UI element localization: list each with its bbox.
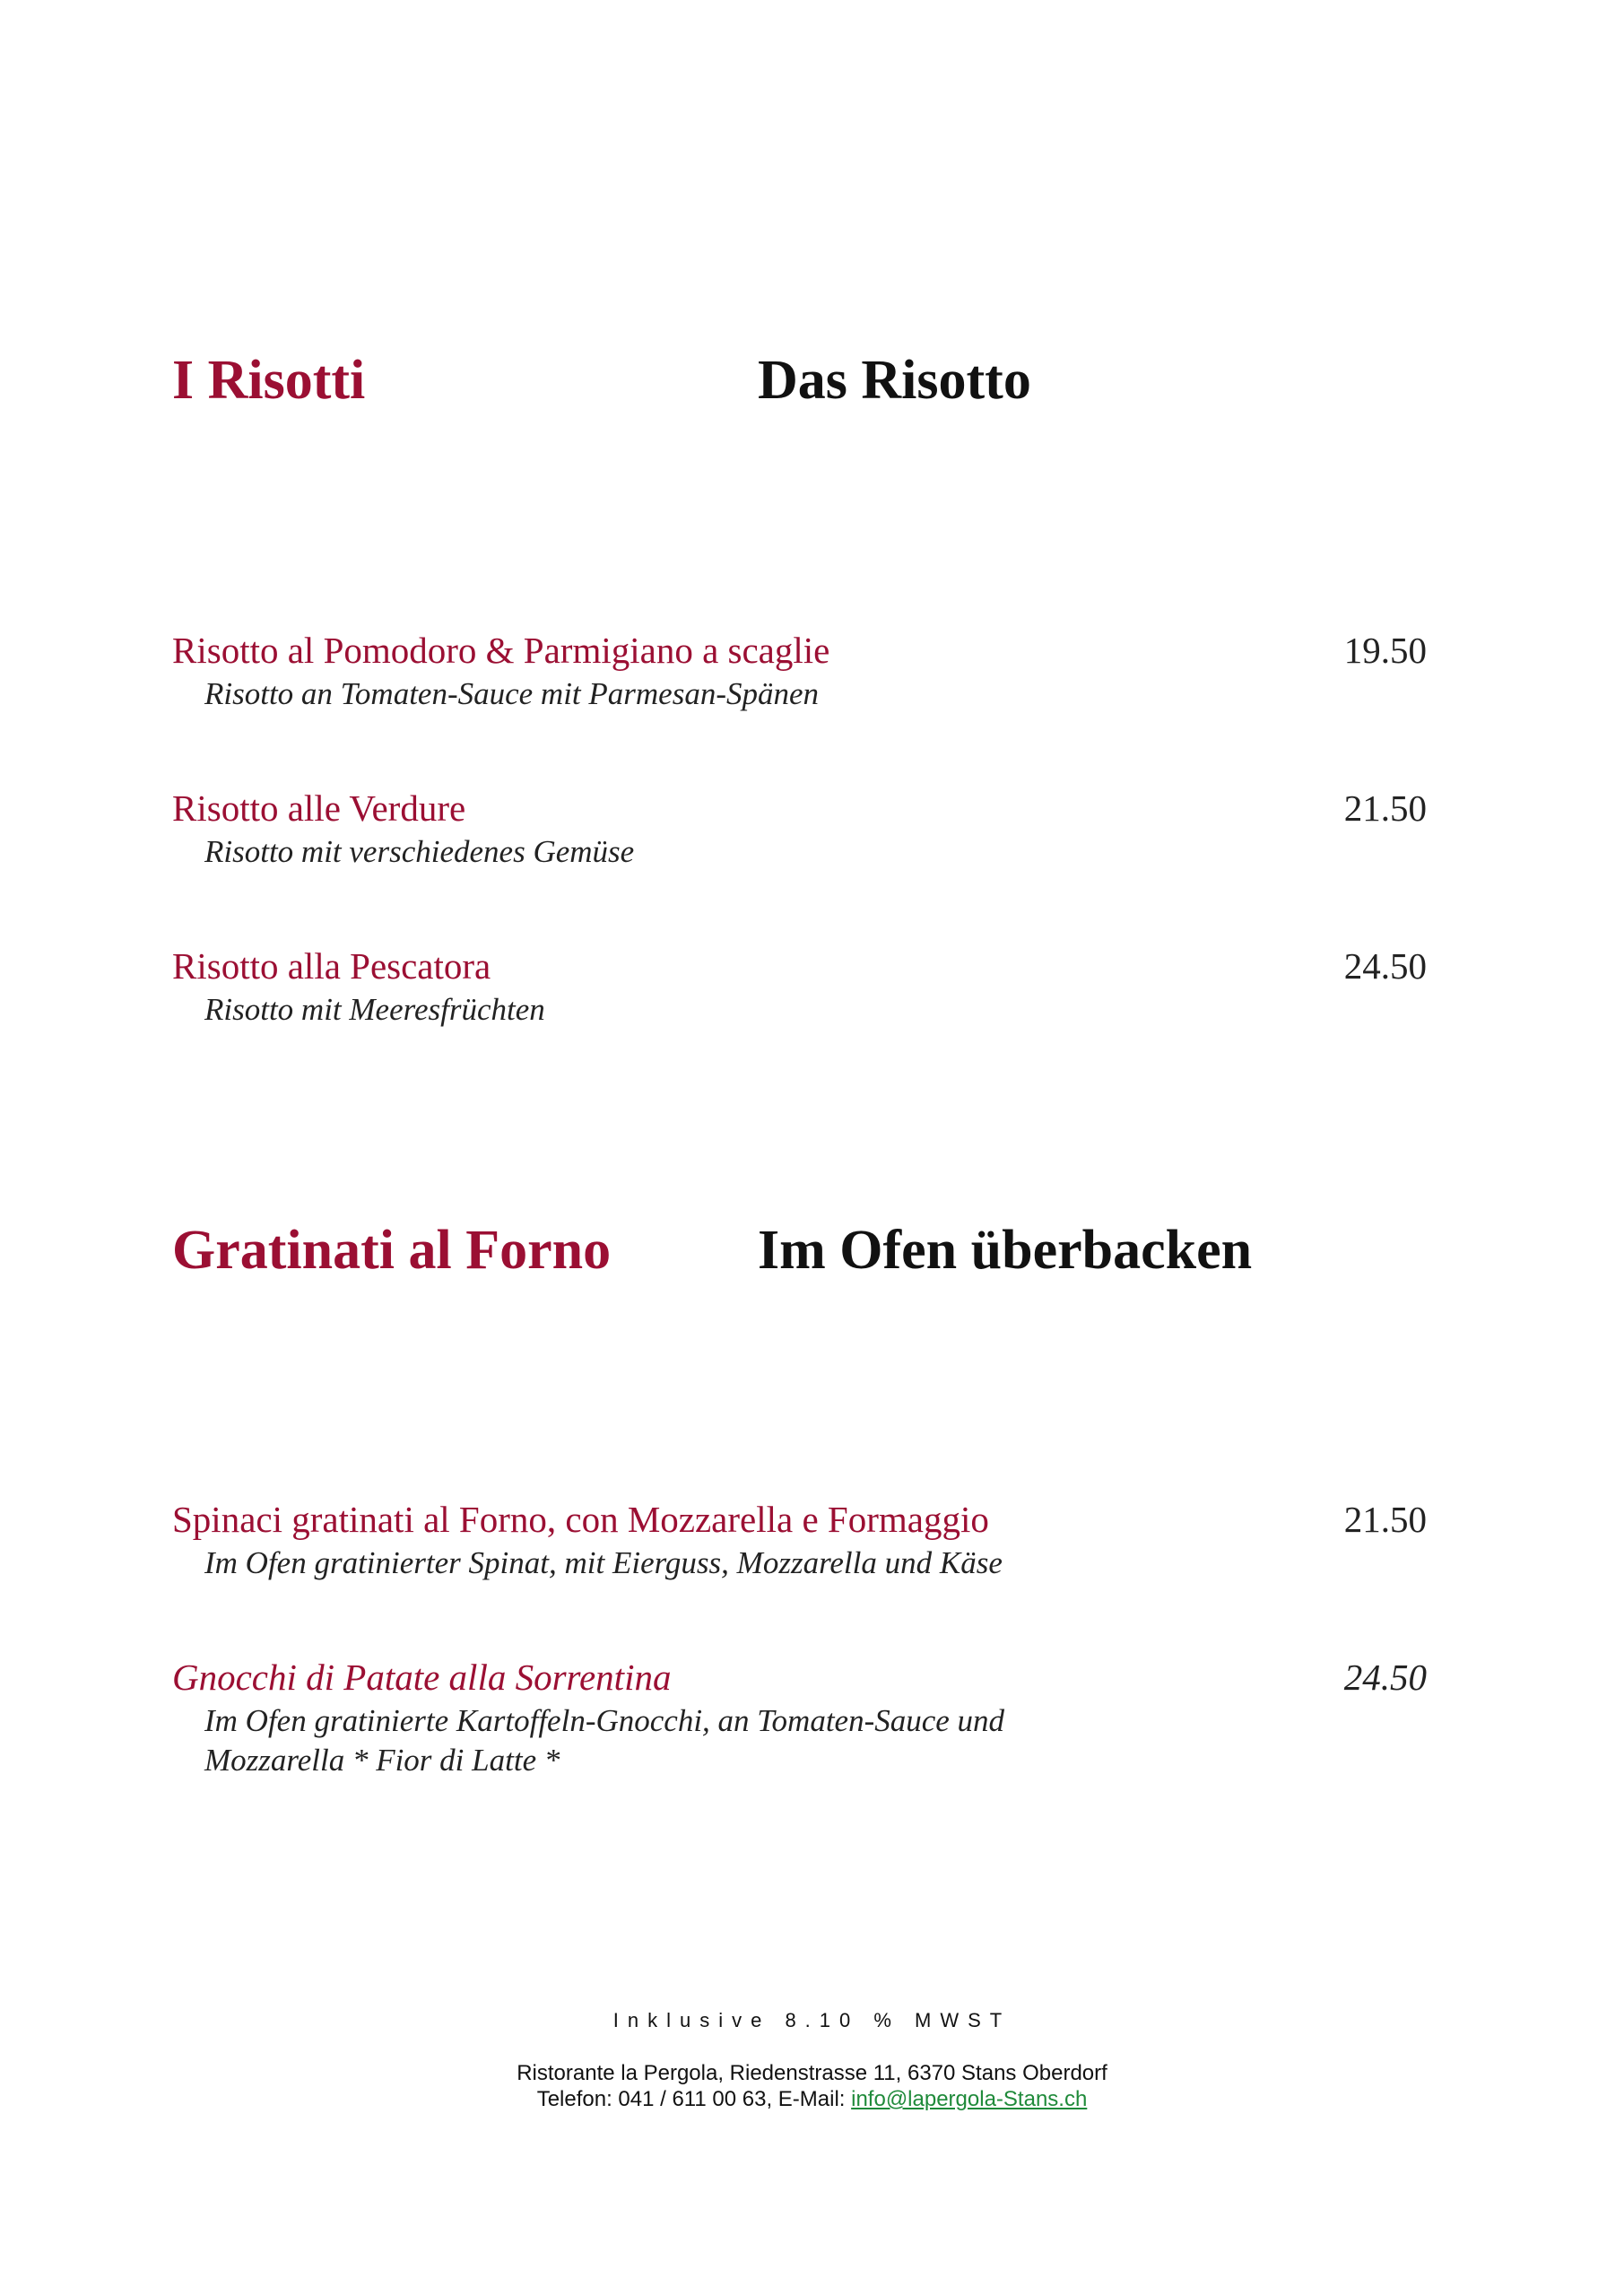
section-title-it: Gratinati al Forno [172,1220,612,1281]
item-description: Risotto an Tomaten-Sauce mit Parmesan-Spänen [204,676,820,711]
item-price: 24.50 [1343,945,1427,987]
item-description: Risotto mit verschiedenes Gemüse [204,834,635,869]
section-title-de: Das Risotto [758,350,1031,411]
item-name: Risotto alle Verdure [172,787,466,829]
email-link[interactable]: info@lapergola-Stans.ch [851,2087,1088,2111]
footer-phone: Telefon: 041 / 611 00 63, E-Mail: [536,2087,852,2111]
item-price: 19.50 [1343,630,1427,671]
footer-contact [0,2060,1624,2112]
item-name: Risotto alla Pescatora [172,945,491,987]
item-price: 21.50 [1343,1499,1427,1540]
item-description: Risotto mit Meeresfrüchten [204,992,545,1027]
item-description-line2: Mozzarella * Fior di Latte * [204,1743,560,1778]
footer-address: Ristorante la Pergola, Riedenstrasse 11, 6370 Stans Oberdorf [517,2061,1107,2085]
item-name: Gnocchi di Patate alla Sorrentina [172,1657,672,1698]
item-name: Spinaci gratinati al Forno, con Mozzarella e Formaggio [172,1499,989,1540]
item-description: Im Ofen gratinierte Kartoffeln-Gnocchi, an Tomaten-Sauce und [204,1703,1005,1738]
item-price: 24.50 [1343,1657,1427,1698]
section-title-de: Im Ofen überbacken [758,1220,1253,1281]
item-description: Im Ofen gratinierter Spinat, mit Eierguss, Mozzarella und Käse [204,1545,1003,1580]
item-name: Risotto al Pomodoro & Parmigiano a scaglie [172,630,830,671]
item-price: 21.50 [1343,787,1427,829]
footer-phone-line [0,2086,1624,2112]
vat-note: Inklusive 8.10 % MWST [612,2009,1012,2031]
section-title-it: I Risotti [172,350,366,411]
